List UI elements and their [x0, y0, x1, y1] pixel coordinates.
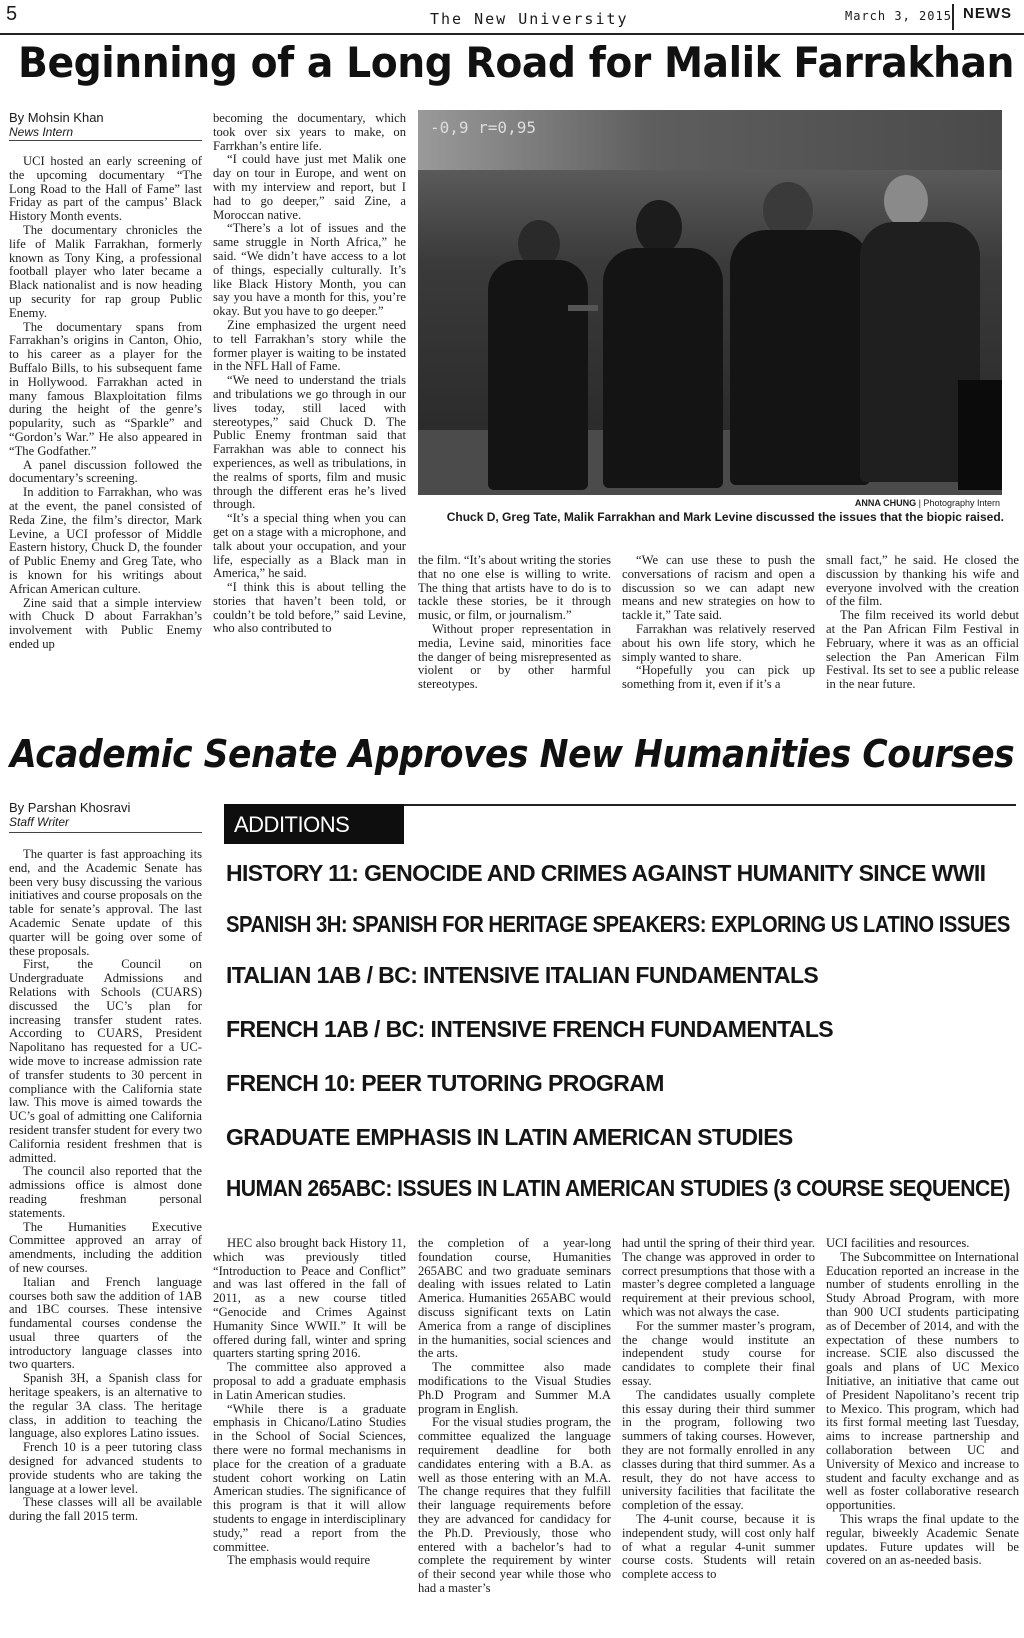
paragraph: For the visual studies program, the committee equalized the language requirement deadline for both candidates entering with a B.A. as well as those entering with an M.A. The change requires that they fulfill their language requirements before they are advanced for candidacy for the Ph.D. Previously, those who entered with a bachelor’s had to complete the requirement by winter of their second year while those who had a master’s [418, 1415, 611, 1595]
article1-column-4 [622, 554, 815, 714]
paragraph: The Humanities Executive Committee approved an array of amendments, including the addition of new courses. [9, 1219, 202, 1275]
photo-credit-role: | Photography Intern [916, 498, 1000, 508]
paragraph: had until the spring of their third year. The change was approved in order to correct presumptions that those with a master’s degree completed a language requirement at their previous school, which was not always the case. [622, 1237, 815, 1319]
paragraph: Without proper representation in media, Levine said, minorities face the danger of being misrepresented as violent or by other harmful stereotypes. [418, 621, 611, 692]
masthead-rule [0, 33, 1024, 35]
addition-item: GRADUATE EMPHASIS IN LATIN AMERICAN STUDIES [226, 1124, 793, 1150]
article2-column-1 [9, 848, 202, 1636]
article1-column-5 [826, 554, 1019, 714]
paragraph: The 4-unit course, because it is independent study, will cost only half of what a regular 4-unit summer course costs. Students will retain complete access to [622, 1511, 815, 1582]
paragraph: For the summer master’s program, the change would institute an independent study course for candidates to complete their final essay. [622, 1318, 815, 1388]
paragraph: “We need to understand the trials and tribulations we go through in our lives today, still laced with stereotypes,” said Chuck D. The Public Enemy frontman said that Farrakhan was able to connect his experiences, as well as tribulations, in the realms of sports, film and music through the different eras he’s lived through. [213, 373, 406, 512]
issue-date: March 3, 2015 [845, 9, 952, 23]
paragraph: French 10 is a peer tutoring class designed for advanced students to provide students who are taking the language at a lower level. [9, 1440, 202, 1496]
paragraph: A panel discussion followed the documentary’s screening. [9, 457, 202, 486]
article2-headline: Academic Senate Approves New Humanities Courses [10, 732, 1015, 776]
panelist-1 [488, 260, 588, 490]
paragraph: The documentary spans from Farrakhan’s origins in Canton, Ohio, to his career as a player for the Buffalo Bills, to his subsequent fame in Hollywood. Farrakhan acted in many famous Blaxploitation films during the height of the genre’s popularity, such as “Sparkle” and “Gordon’s War.” He also appeared in “The Godfather.” [9, 319, 202, 458]
addition-item: FRENCH 10: PEER TUTORING PROGRAM [226, 1070, 664, 1096]
additions-rule [404, 804, 1016, 806]
paragraph: The documentary chronicles the life of Malik Farrakhan, formerly known as Tony King, a professional football player who later became a Black nationalist and is now heading up security for rap group Public Enemy. [9, 222, 202, 320]
article2-byline [9, 800, 202, 830]
additions-header: ADDITIONS [224, 804, 404, 844]
masthead [0, 0, 1024, 34]
photo-credit-name: ANNA CHUNG [854, 498, 917, 508]
article1-column-2 [213, 112, 406, 710]
paragraph: “While there is a graduate emphasis in Chicano/Latino Studies in the School of Social Sciences, there were no formal mechanisms in place for the creation of a graduate student cohort working on Latin American studies. The significance of this program is that it will allow students to engage in interdisciplinary study,” read a report from the committee. [213, 1401, 406, 1554]
paragraph: UCI facilities and resources. [826, 1237, 970, 1250]
article2-byline-rule [9, 832, 202, 833]
paragraph: “It’s a special thing when you can get on a stage with a microphone, and talk about your occupation, and your life, especially as a Black man in America,” he said. [213, 511, 406, 581]
paragraph: The Subcommittee on International Education reported an increase in the number of students enrolling in the Study Abroad Program, with more than 900 UCI students participating as of December of 2014, and with the expectation of these numbers to increase. SCIE also discussed the goals and plans of UC Mexico Initiative, an initiative that came out of President Napolitano’s recent trip to Mexico. This program, which had its first formal meeting last Tuesday, aims to increase partnership and collaboration between UC and University of Mexico and increase to student and faculty exchange and as well as foster collaborative research opportunities. [826, 1249, 1019, 1513]
article1-headline: Beginning of a Long Road for Malik Farrakhan [18, 38, 1015, 87]
paragraph: The film received its world debut at the Pan African Film Festival in February, where it was as an official selection the Pan American Film Festival. Its set to see a public release in the near future. [826, 608, 1019, 692]
paragraph: Spanish 3H, a Spanish class for heritage speakers, is an alternative to the regular 3A class. The heritage class, in addition to teaching the language, also explores Latino issues. [9, 1371, 202, 1441]
chalkboard-writing: -0,9 r=0,95 [430, 118, 536, 137]
paragraph: Italian and French language courses both saw the addition of 1AB and 1BC courses. These intensive fundamental courses condense the usual three quarters of the introductory language classes into two quarters. [9, 1274, 202, 1372]
addition-item: FRENCH 1AB / BC: INTENSIVE FRENCH FUNDAMENTALS [226, 1016, 834, 1042]
article1-author-role: News Intern [9, 125, 74, 139]
section-label: NEWS [963, 5, 1012, 22]
paragraph: “There’s a lot of issues and the same struggle in North Africa,” he said. “We didn’t have access to a lot of things, especially culturally. It’s like Black History Month, you can say you have a month for this, you’re okay. But you have to go deeper.” [213, 221, 406, 319]
microphone [568, 305, 598, 311]
paragraph: “I think this is about telling the stories that haven’t been told, or couldn’t be told before,” said Levine, who also contributed to [213, 580, 406, 636]
paragraph: Zine said that a simple interview with Chuck D about Farrakhan’s involvement with Public Enemy ended up [9, 595, 202, 651]
paragraph: In addition to Farrakhan, who was at the event, the panel consisted of Reda Zine, the film’s director, Mark Levine, a UCI professor of Middle Eastern history, Chuck D, the founder of Public Enemy and Greg Tate, who is known for his writings about African American culture. [9, 485, 202, 596]
paragraph: The quarter is fast approaching its end, and the Academic Senate has been very busy discussing the various initiatives and course proposals on the table for senate’s approval. The last Academic Senate update of this quarter will be going over some of these proposals. [9, 848, 202, 958]
panelist-4-head [884, 175, 928, 227]
article1-column-3 [418, 554, 611, 714]
article2-author: By Parshan Khosravi [9, 800, 131, 815]
addition-item: SPANISH 3H: SPANISH FOR HERITAGE SPEAKERS: EXPLORING US LATINO ISSUES [226, 911, 1010, 937]
panel-photo [418, 110, 1002, 495]
panelist-3 [730, 230, 870, 485]
paragraph: UCI hosted an early screening of the upcoming documentary “The Long Road to the Hall of Fame” last Friday as part of the campus’ Black History Month events. [9, 155, 202, 224]
paragraph: The candidates usually complete this essay during their third summer in the program, following two summers of taking courses. However, they are not formally enrolled in any classes during that third summer. As a result, they do not have access to university facilities that facilitate the completion of the essay. [622, 1387, 815, 1513]
page-number: 5 [6, 3, 18, 25]
paragraph: This wraps the final update to the regular, biweekly Academic Senate updates. Future updates will be covered on an as-needed basis. [826, 1511, 1019, 1568]
paragraph: the film. “It’s about writing the stories that no one else is willing to write. The thing that artists have to do is to tackle these stories, be it through music, or film, or journalism.” [418, 554, 611, 623]
article2-column-4 [622, 1237, 815, 1636]
article1-byline [9, 110, 202, 140]
panelist-2 [603, 248, 723, 488]
paragraph: small fact,” he said. He closed the discussion by thanking his wife and everyone involved with the creation of the film. [826, 554, 1019, 609]
paragraph: These classes will all be available during the fall 2015 term. [9, 1495, 202, 1524]
addition-item: HUMAN 265ABC: ISSUES IN LATIN AMERICAN STUDIES (3 COURSE SEQUENCE) [226, 1175, 1010, 1201]
paragraph: “Hopefully you can pick up something from it, even if it’s a [622, 663, 815, 692]
addition-item: ITALIAN 1AB / BC: INTENSIVE ITALIAN FUNDAMENTALS [226, 962, 819, 988]
paragraph: The council also reported that the admissions office is almost done reading freshman personal statements. [9, 1164, 202, 1220]
article2-author-role: Staff Writer [9, 815, 70, 829]
paper-name: The New University [430, 10, 629, 28]
article2-column-2 [213, 1237, 406, 1636]
paragraph: The committee also made modifications to the Visual Studies Ph.D Program and Summer M.A program in English. [418, 1360, 611, 1416]
paragraph: becoming the documentary, which took over six years to make, on Farrkhan’s entire life. [213, 112, 406, 153]
masthead-divider [952, 4, 954, 30]
article2-column-5 [826, 1237, 1019, 1636]
photo-caption: Chuck D, Greg Tate, Malik Farrakhan and Mark Levine discussed the issues that the biopic raised. [446, 510, 1004, 524]
paragraph: Zine emphasized the urgent need to tell Farrakhan’s story while the former player is waiting to be instated in the NFL Hall of Fame. [213, 317, 406, 374]
paragraph: First, the Council on Undergraduate Admissions and Relations with Schools (CUARS) discussed the UC’s plan for increasing transfer student rates. According to CUARS, President Napolitano has requested for a UC-wide move to increase admission rate of transfer students to 30 percent in compliance with the California state law. This move is aimed towards the UC’s goal of admitting one California resident transfer student for every two California resident freshmen that is admitted. [9, 957, 202, 1165]
article1-author: By Mohsin Khan [9, 110, 104, 125]
paragraph: The emphasis would require [227, 1553, 371, 1568]
panelist-2-head [636, 200, 682, 254]
article2-column-3 [418, 1237, 611, 1636]
paragraph: “We can use these to push the conversations of racism and open a discussion so we can adapt new means and new strategies on how to tackle it,” Tate said. [622, 554, 815, 623]
paragraph: Farrakhan was relatively reserved about his own life story, which he simply wanted to share. [622, 621, 815, 664]
article1-byline-rule [9, 140, 202, 141]
mic-stand [958, 380, 1002, 490]
paragraph: The committee also approved a proposal to add a graduate emphasis in Latin American studies. [213, 1360, 406, 1402]
photo-credit [700, 498, 1000, 508]
addition-item: HISTORY 11: GENOCIDE AND CRIMES AGAINST HUMANITY SINCE WWII [226, 860, 986, 886]
paragraph: the completion of a year-long foundation course, Humanities 265ABC and two graduate seminars dealing with issues related to Latin America. Humanities 265ABC would discuss significant texts on Latin America from a range of disciplines in the humanities, social sciences and the arts. [418, 1237, 611, 1361]
paragraph: HEC also brought back History 11, which was previously titled “Introduction to Peace and Conflict” and was last offered in the fall of 2011, as a new course titled “Genocide and Crimes Against Humanity Since WWII.” It will be offered during fall, winter and spring quarters starting spring 2016. [213, 1237, 406, 1361]
paragraph: “I could have just met Malik one day on tour in Europe, and went on with my interview and report, but I had to go deeper,” said Zine, a Moroccan native. [213, 152, 406, 222]
article1-column-1 [9, 155, 202, 710]
